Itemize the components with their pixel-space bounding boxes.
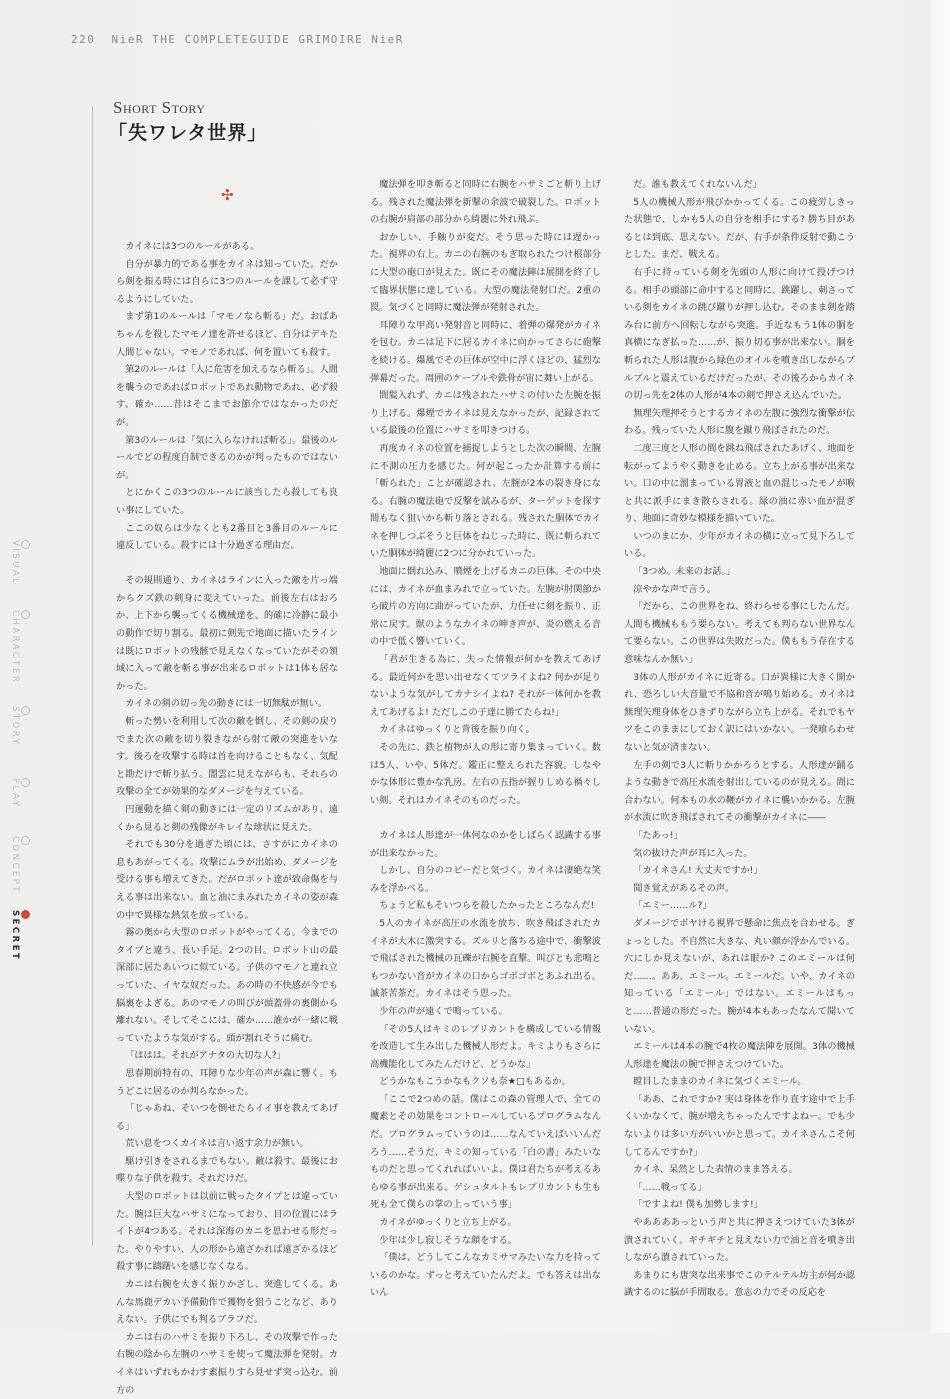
- paragraph: 瞠目したままのカイネに気づくエミール。: [633, 1076, 807, 1088]
- paragraph: 「ここで2つめの話。僕はこの森の管理人で、全ての魔素とその効果をコントロールしているプログラムなんだ。プログラムっていうのは……なんていえばいいんだろう……そうだ、キミの知っている「白の書」みたいなものだと思ってくれればいいよ。僕は君たちが考えるあらゆる事が出来る。ゲシュタルトもレプリカントも生も死も全て僕らの掌の上っていう事」: [370, 1093, 601, 1211]
- nav-tab-label: CHARACTER: [10, 610, 20, 685]
- paragraph: 気の抜けた声が耳に入った。: [633, 847, 753, 859]
- paragraph: 荒い息をつくカイネは言い返す余力が無い。: [125, 1138, 309, 1150]
- paragraph: 耳障りな甲高い発射音と同時に、着弾の爆発がカイネを包む。カニは足下に居るカイネに向かってさらに砲撃を続ける。爆風でその巨体が空中に浮くほどの、猛烈な弾幕だった。周囲のケーブルや鉄骨が宙に舞い上がる。: [370, 319, 601, 384]
- running-header: [71, 33, 404, 46]
- paragraph: 「3つめ。未来のお話。」: [633, 566, 736, 578]
- paragraph: 左手の剣で3人に斬りかかろうとする。人形達が踊るような動きで高圧水流を射出しているのが見える。間に合わない。何本もの水の鞭がカイネに襲いかかる。左腕が水流に吹き飛ばされてその衝撃がカイネに――: [624, 759, 855, 824]
- nav-dot-icon: [21, 706, 30, 715]
- paragraph: 「ああ、これですか? 実は身体を作り直す途中で上手くいかなくて、腕が増えちゃったんですよねー。でも少ないよりは多い方がいいかと思って。カイネさんこそ何してるんですか?」: [624, 1093, 855, 1158]
- paragraph: 思春期前特有の、耳障りな少年の声が森に響く。もうどこに居るのか判らなかった。: [116, 1067, 338, 1097]
- paragraph: 「ですよね! 僕も加勢します!」: [633, 1199, 763, 1211]
- paragraph: カニは右腕を大きく振りかざし、突進してくる。あんな馬鹿デカい予備動作で獲物を狙うことなど、ありえない。子供にでも判るブラフだ。: [116, 1279, 338, 1326]
- paragraph: 「じゃあね、そいつを倒せたらイイ事を教えてあげる」: [116, 1103, 338, 1132]
- paragraph: 5人の機械人形が飛びかかってくる。この疲労しきった状態で、しかも5人の自分を相手にする? 勝ち目があるとは到底、思えない。だが、右手が条件反射で動こうとした。まだ、戦える。: [624, 196, 855, 261]
- paragraph: 「ははは。それがアナタの大切な人?」: [125, 1050, 286, 1062]
- paragraph: カニは右のハサミを振り下ろし、その攻撃で作った右腕の陰から左腕のハサミを使って魔法弾を発射。カイネはいずれもかわす素振りすら見せず突っ込む。前方の: [116, 1331, 338, 1396]
- paragraph: 「エミー……ル?」: [633, 900, 712, 912]
- paragraph: ダメージでボヤける視界で懸命に焦点を合わせる。ぎょっとした。不自然に大きな、丸い顔が浮かんでいる。穴にしか見えないが、あれは眼か? このエミールは何だ……。ああ、エミール。エミールだ。いや、カイネの知っている「エミール」ではない。エミールはもっと……普通の形だった。腕が4本もあったなんて聞いていない。: [624, 917, 855, 1035]
- paragraph: 大型のロボットは以前に戦ったタイプとは違っていた。腕は巨大なハサミになっており、目の位置にはライトが4つある。それは深海のカニを思わせる形だった。やりやすい、人の形から遠ざかれば遠ざかるほど殺す事に躊躇いを感じなくなる。: [116, 1191, 338, 1273]
- paragraph: 少年は少し寂しそうな顔をする。: [379, 1234, 517, 1246]
- text-column-2: [370, 176, 601, 1299]
- paragraph: 斬った勢いを利用して次の敵を倒し、その剣の戻りでまた次の敵を切り裂きながら射て敵の突進をいなす。後ろを攻撃する時は首を向けることもなく、気配と勘だけで斬り払う。闇雲に見えながらも、それらの攻撃の全てが効果的なダメージを与えている。: [116, 716, 338, 798]
- paragraph: カイネ、呆然とした表情のまま答える。: [633, 1164, 798, 1176]
- paragraph: 3体の人形がカイネに近寄る。口が異様に大きく開かれ、恐ろしい大音量で不協和音が鳴り始める。カイネは無理矢理身体をひきずりながら立ち上がる。それでもヤツをこのままにしておく訳にはいかない。一発喰らわせないと気が済まない。: [624, 671, 855, 753]
- nav-tab-label: PLAY: [10, 778, 20, 809]
- paragraph: 無理矢理押そうとするカイネの左腹に強烈な衝撃が伝わる。残っていた人形に腹を蹴り飛ばされたのだ。: [624, 407, 855, 437]
- paragraph: どうかなもこうかなもクソも奈★□もあるか。: [379, 1076, 571, 1088]
- page-number: 220: [71, 33, 96, 46]
- nav-tab-secret[interactable]: [10, 910, 30, 962]
- nav-dot-icon: [21, 836, 30, 845]
- paragraph: 「だから、この世界をね、終わらせる事にしたんだ。人間も機械ももう要らない。考えても判らない世界なんて要らない。この世界は失敗だった。僕ももう存在する意味なんか無い」: [624, 601, 855, 666]
- nav-dot-icon: [21, 778, 30, 787]
- paragraph: 魔法弾を叩き斬ると同時に右腕をハサミごと斬り上げる。残された魔法弾を新撃の余波で破裂した。ロボットの右腕が肩部の部分から綺麗に外れ飛ぶ。: [370, 179, 601, 226]
- paragraph: いつのまにか、少年がカイネの横に立って見下ろしている。: [624, 530, 855, 560]
- section-label: Short Story: [113, 98, 206, 117]
- book-title: NieR THE COMPLETEGUIDE GRIMOIRE NieR: [111, 33, 404, 46]
- paragraph: 「君が生きる為に、失った情報が何かを教えてあげる。最近何かを思い出せなくてツライよね? 何かが足りないような気がしてカナシイよね? それが一体何かを教えてあげるよ! ただしこの子達に勝てたらね!」: [370, 654, 601, 718]
- paragraph: あまりにも唐突な出来事でこのテルテル坊主が何か認識するのに脳が手間取る。意志の力でその反応を: [624, 1269, 855, 1299]
- paragraph: 間髪入れず、カニは残されたハサミの付いた左腕を振り上げる。爆煙でカイネは見えなかったが、記録されている最後の位置にハサミを叩きつける。: [370, 390, 601, 437]
- paragraph: 「カイネさん! 大丈夫ですか!」: [633, 865, 763, 877]
- paragraph: とにかくこの3つのルールに該当したら殺しても良い事にしていた。: [116, 487, 338, 516]
- paragraph: カイネには3つのルールがある。: [125, 241, 260, 252]
- paragraph: やああああっという声と共に押さえつけていた3体が潰されていく。ギチギチと見えない力で油と音を噴き出しながら潰されていった。: [624, 1217, 855, 1264]
- paragraph: 涼やかな声で言う。: [633, 583, 716, 595]
- paragraph: 「たあっ!」: [633, 829, 683, 841]
- nav-tab-label: STORY: [10, 706, 20, 747]
- text-column-3: [624, 176, 855, 1299]
- nav-tab-label: VISUAL: [10, 540, 20, 586]
- paragraph: カイネがゆっくりと立ち上がる。: [379, 1217, 517, 1229]
- paragraph: 「僕は、どうしてこんなカミサマみたいな力を持っているのかな。ずっと考えていたんだよ。でも答えは出ないん: [370, 1252, 601, 1299]
- nav-tab-label: CONCEPT: [10, 836, 20, 895]
- nav-tab-character[interactable]: [10, 610, 30, 685]
- paragraph: だ。誰も教えてくれないんだ」: [633, 179, 762, 190]
- nav-tab-concept[interactable]: [10, 836, 30, 895]
- paragraph: ここの奴らは少なくとも2番目と3番目のルールに違反している。殺すには十分過ぎる理由だ。: [116, 522, 338, 552]
- paragraph: エミールは4本の腕で4枚の魔法陣を展開。3体の機械人形達を魔法の腕で押さえつけていた。: [624, 1041, 855, 1070]
- paragraph: 二度三度と人形の間を跳ね飛ばされたあげく、地面を転がってようやく動きを止める。立ち上がる事が出来ない。口の中に溜まっている胃液と血の混じったモノが喉と共に派手にまき散らされる。緑の油に赤い血が混ぎり、地面に奇妙な模様を描いていた。: [624, 442, 855, 525]
- page-edge: [930, 0, 950, 1333]
- nav-tab-label: SECRET: [10, 910, 20, 962]
- nav-tab-story[interactable]: [10, 706, 30, 747]
- paragraph: 「……戦ってる」: [633, 1181, 707, 1193]
- nav-tab-visual[interactable]: [10, 540, 30, 586]
- nav-dot-icon: [21, 540, 30, 549]
- paragraph: カイネの剣の切っ先の動きには一切無駄が無い。: [125, 698, 327, 710]
- story-title: 「失ワレタ世界」: [108, 122, 268, 144]
- paragraph: カイネは人形達が一体何なのかをしばらく認識する事が出来なかった。: [370, 829, 601, 859]
- paragraph: しかし、自分のコピーだと気づく。カイネは凄絶な笑みを浮かべる。: [370, 865, 601, 894]
- paragraph: 聞き覚えがあるその声。: [633, 882, 735, 894]
- paragraph: まず第1のルールは「マモノなら斬る」だ。おばあちゃんを殺したマモノ達を許せるほど、自分はデキた人間じゃない。マモノであれば、何を置いても殺す。: [116, 311, 338, 358]
- paragraph: それでも30分を過ぎた頃には、さすがにカイネの息もあがってくる。攻撃にムラが出始め、ダメージを受ける事も増えてきた。だがロボット達が致命傷を与える事は出来ない。血と油にまみれたカイネの姿が森の中で異様な熱気を放っている。: [116, 839, 338, 921]
- paragraph: ちょうど私もそいつらを殺したかったところなんだ!: [379, 900, 595, 912]
- paragraph: 霧の奥から大型のロボットがやってくる。今までのタイプと違う、長い手足。2つの目。ロボット山の最深部に居たあいつに似ている。子供のマモノと連れ立っていた、イヤな奴だった。あの時の不快感が今でも脳裏をよぎる。あのマモノの叫びが頭蓋骨の裏側から離れない。そしてそこには、確か……誰かが一緒に戦っていたような気がする。頭が割れそうに痛む。: [116, 927, 338, 1044]
- paragraph: 円運動を描く剣の動きには一定のリズムがあり、遠くから見ると剣の残像がキレイな球状に見えた。: [116, 804, 338, 833]
- paragraph: その規則通り、カイネはラインに入った敵を片っ端からクズ鉄の剣身に変えていった。前後左右はおろか、上下から襲ってくる機械達を、的確に冷静に最小の動作で切り割る。最初に剣先で地面に描いたラインは既にロボットの残骸で見えなくなっていたがその領域に入って敵を斬る事が出来るロボットは1体も居なかった。: [116, 575, 338, 692]
- ornament-icon: ✣: [221, 186, 234, 204]
- paragraph: 少年の声が遠くで鳴っている。: [379, 1005, 508, 1017]
- paragraph: 自分が暴力的である事をカイネは知っていた。だから剣を振る時には自らに3つのルールを課して必ず守るようにしていた。: [116, 258, 338, 305]
- paragraph: 「その5人はキミのレプリカントを構成している情報を改造して生み出した機械人形だよ。キミよりもさらに高機能化してみたんだけど、どうかな」: [370, 1023, 601, 1070]
- paragraph: 5人のカイネが高圧の水流を放ち、吹き飛ばされたカイネが大木に激突する。ズルリと落ちる途中で、衝撃波で飛ばされた機械の瓦礫が右腕を直撃。叫びとも悲鳴ともつかない音がカイネの口からゴボゴボとあふれ出る。滅茶苦茶だ。カイネはそう思った。: [370, 917, 601, 1000]
- paragraph: 再度カイネの位置を捕捉しようとした次の瞬間、左腕に不測の圧力を感じた。何が起こったか計算する前に「斬られた」ことが確認され、左腕が2本の裂き身になる。右腕の魔法砲で反撃を試みるが、ターゲットを探す間もなく狙いから斬り落とされる。残された胴体でカイネを押しつぶそうと巨体をねじった時に、既に斬られていた胴体が綺麗に2つに分かれていった。: [370, 442, 601, 560]
- paragraph: 第3のルールは「気に入らなければ斬る」。最後のルールでどの程度自制できるのかが判ったものではないが。: [116, 434, 338, 481]
- paragraph: その先に、鉄と植物が人の形に寄り集まっていく。数は5人、いや、5体だ。鑑正に整えられた容貌。しなやかな体形に豊かな乳房。左右の五指が握りしめる禍々しい剣。それはカイネそのものだった。: [370, 742, 601, 806]
- paragraph: 右手に持っている剣を先頭の人形に向けて投げつける。相手の頭部に命中すると同時に、跳躍し、刺さっている剣をカイネの跳び蹴りが押し込む。そのまま剣を踏み台に前方へ回転しながら突進。手近なもう1体の胴を真横になぎ払った……が、振り切る事が出来ない。胴を斬られた人形は腹から緑色のオイルを噴き出しながらブルブルと震えているだけだったが、その後ろからカイネの切っ先を2体の人形が4本の剣で押さえ込んでいた。: [624, 266, 855, 402]
- margin-rule: [92, 106, 93, 1246]
- text-column-1: [116, 238, 338, 1396]
- paragraph: 地面に倒れ込み、噴煙を上げるカニの巨体。その中央には、カイネが血まみれで立っていた。左腕が肘関節から破片の方向に曲がっていたが、力任せに剣を振り、正常に戻す。獣のようなカイネの呻き声が、炎の燃える音の中で低く響いていく。: [370, 566, 601, 648]
- paragraph: カイネはゆっくりと背後を振り向く。: [379, 724, 535, 736]
- paragraph: 第2のルールは「人に危害を加えるなら斬る」。人間を襲うのであればロボットであれ動物であれ、必ず殺す。確か……昔はそこまでお節介ではなかったのだが。: [116, 364, 338, 428]
- paragraph: おかしい、手触りが変だ。そう思った時には遅かった。視界の右上。カニの右腕のもぎ取られたつけ根部分に大型の砲口が見えた。既にその魔法陣は展開を終了して臨界状態に達している。大型の魔法発射口だ。2重の罠。気づくと同時に魔法弾が発射された。: [370, 231, 601, 314]
- nav-dot-icon: [21, 910, 30, 919]
- nav-dot-icon: [21, 610, 30, 619]
- paragraph: 駆け引きをされるまでもない。敵は殺す。最後にお喋りな子供を殺す。それだけだ。: [116, 1155, 338, 1185]
- nav-tab-play[interactable]: [10, 778, 30, 809]
